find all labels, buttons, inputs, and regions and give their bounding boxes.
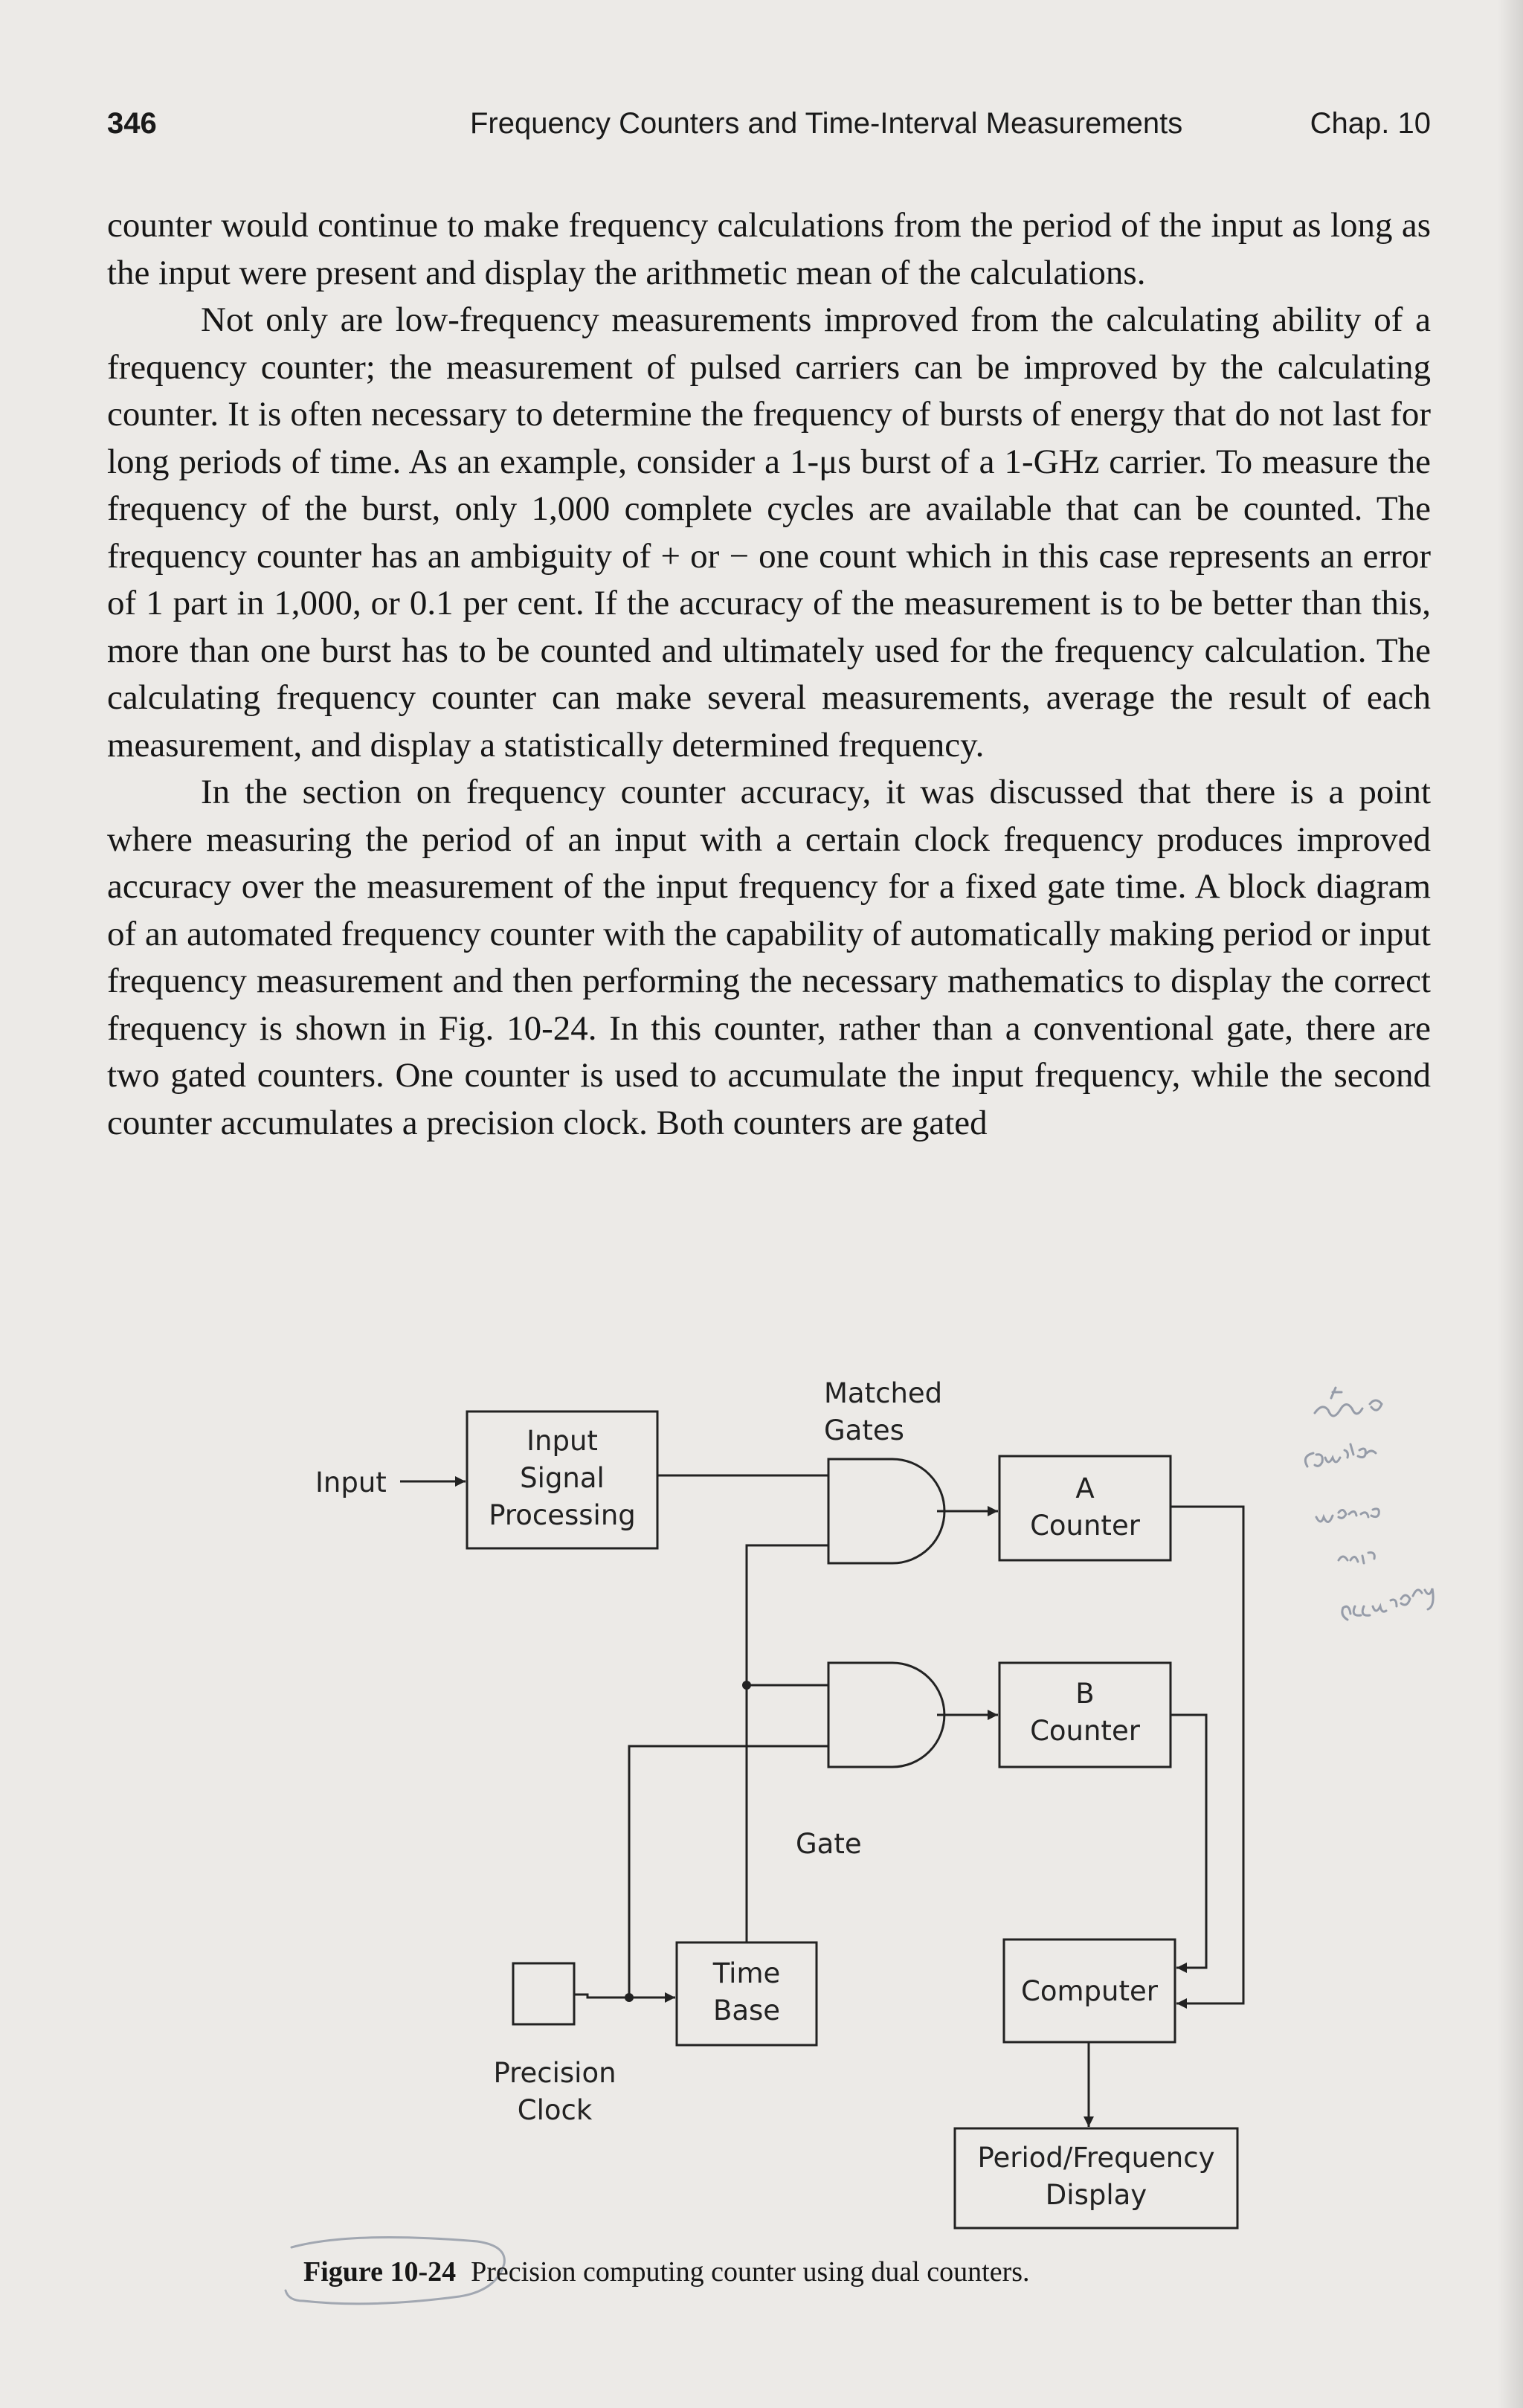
precision-clock-label-1: Precision bbox=[493, 2057, 616, 2089]
a-counter-label-1: A bbox=[1075, 1472, 1095, 1504]
a-counter-block bbox=[999, 1456, 1171, 1560]
page-number: 346 bbox=[107, 107, 157, 140]
a-counter-label-2: Counter bbox=[1030, 1510, 1140, 1542]
input-block-line-2: Signal bbox=[520, 1462, 605, 1494]
junction-dot bbox=[742, 1681, 751, 1690]
b-counter-to-computer-wire bbox=[1171, 1715, 1206, 1968]
b-counter-label-1: B bbox=[1075, 1678, 1095, 1710]
computer-label: Computer bbox=[1021, 1975, 1158, 2007]
display-label-1: Period/Frequency bbox=[977, 2142, 1215, 2174]
caption-label: Figure 10-24 bbox=[303, 2256, 457, 2288]
gate-a-symbol bbox=[828, 1459, 944, 1563]
figure-caption bbox=[303, 2256, 1345, 2288]
paragraph-3: In the section on frequency counter accuracy, it was discussed that there is a point where measuring the period of an input with a certain clock frequency produces improved accuracy over the measurement of the input frequency for a fixed gate time. A block diagram of an automated frequency counter with the capability of automatically making period or input frequency measurement and then performing the necessary mathematics to display the correct frequency is shown in Fig. 10-24. In this counter, rather than a conventional gate, there are two gated counters. One counter is used to accumulate the input frequency, while the second counter accumulates a precision clock. Both counters are gated bbox=[107, 773, 1431, 1142]
b-counter-label-2: Counter bbox=[1030, 1715, 1140, 1747]
caption-text: Precision computing counter using dual counters. bbox=[471, 2256, 1030, 2288]
gate-label: Gate bbox=[796, 1828, 862, 1860]
matched-gates-label-2: Gates bbox=[824, 1414, 904, 1446]
display-label-2: Display bbox=[1045, 2179, 1147, 2211]
precision-clock-block bbox=[513, 1963, 574, 2024]
handwritten-margin-note bbox=[1305, 1388, 1433, 1620]
gate-b-symbol bbox=[828, 1663, 944, 1767]
time-base-label-2: Base bbox=[712, 1995, 781, 2026]
clock-output-wire bbox=[574, 1995, 675, 1997]
time-base-label-1: Time bbox=[712, 1957, 781, 1989]
paragraph-1: counter would continue to make frequency calculations from the period of the input as long as the input were present and display the arithmetic mean of the calculations. bbox=[107, 206, 1431, 292]
matched-gates-label-1: Matched bbox=[824, 1377, 943, 1409]
input-label: Input bbox=[315, 1467, 387, 1498]
gate-control-wire bbox=[747, 1545, 828, 1942]
input-block-line-3: Processing bbox=[489, 1499, 636, 1531]
paragraph-2: Not only are low-frequency measurements improved from the calculating ability of a frequency counter; the measurement of pulsed carriers can be improved by the calculating counter. It is often necessary to determine the frequency of bursts of energy that do not last for long periods of time. As an example, consider a 1-μs burst of a 1-GHz carrier. To measure the frequency of the burst, only 1,000 complete cycles are available that can be counted. The frequency counter has an ambiguity of + or − one count which in this case represents an error of 1 part in 1,000, or 0.1 per cent. If the accuracy of the measurement is to be better than this, more than one burst has to be counted and ultimately used for the frequency calculation. The calculating frequency counter can make several measurements, average the result of each measurement, and display a statistically determined frequency. bbox=[107, 300, 1431, 764]
precision-clock-label-2: Clock bbox=[517, 2094, 593, 2126]
running-title: Frequency Counters and Time-Interval Measurements bbox=[470, 107, 1183, 140]
chapter-label: Chap. 10 bbox=[1310, 107, 1431, 140]
input-block-line-1: Input bbox=[527, 1425, 598, 1457]
junction-dot bbox=[625, 1993, 634, 2002]
